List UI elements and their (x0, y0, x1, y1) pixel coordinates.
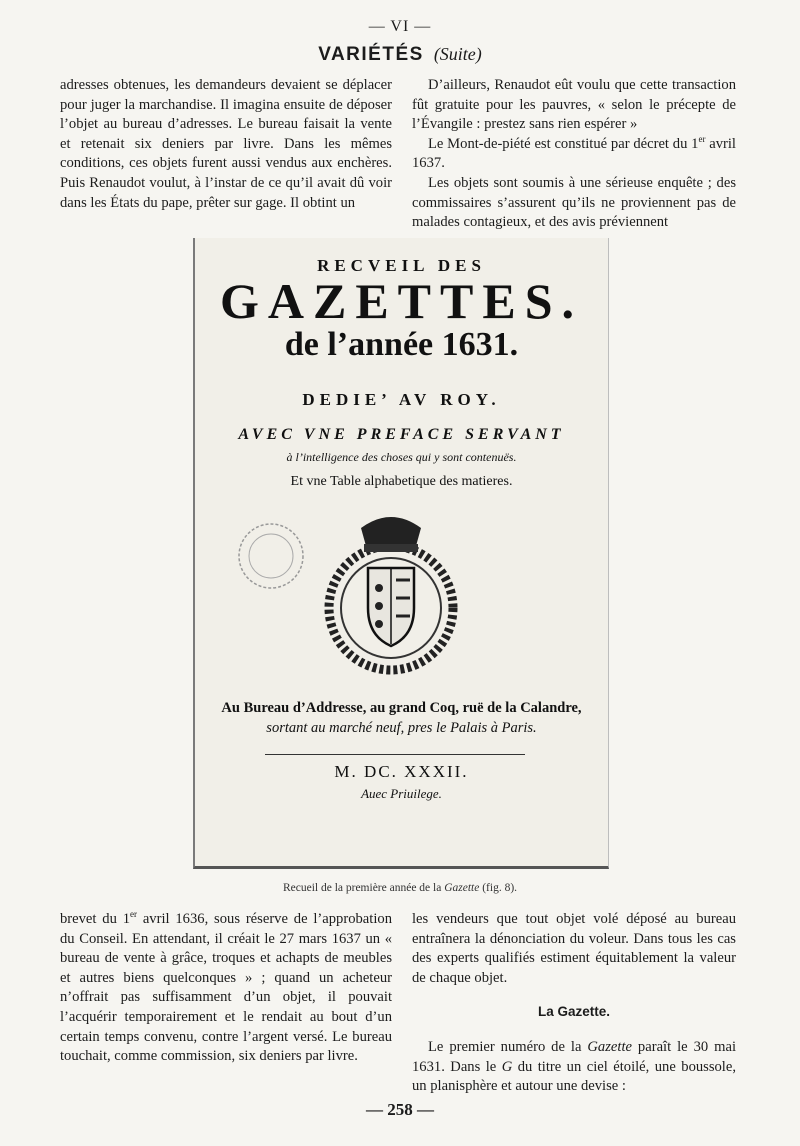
figure-line-avec: AVEC VNE PREFACE SERVANT (238, 426, 565, 443)
library-stamp-icon (235, 520, 307, 592)
figure-line-annee: de l’année 1631. (284, 326, 519, 363)
subsection-heading: La Gazette. (537, 1004, 611, 1020)
caption-italic: Gazette (444, 882, 480, 894)
section-title-text: VARIÉTÉS (318, 44, 424, 65)
superscript: er (698, 133, 706, 144)
page-number: — 258 — (366, 1100, 434, 1119)
figure-line-intelligence: à l’intelligence des choses qui y sont contenuës. (286, 450, 517, 464)
text-run: avril 1636, sous réserve de l’approbation du Conseil. En attendant, il créait le 27 mars 1637 un « bureau de vente à grâce, troques et achapts de meubles et autres biens quelconques » ; quand un acheteur n’offrait pas suffisamment d’un objet, il pouvait l’acquérir temporairement et le rendait au bout d’un certain temps convenu, contre l’argent versé. Le bureau touchait, comme commission, six deniers par livre. (60, 911, 392, 1065)
figure-line-table: Et vne Table alphabetique des matieres. (290, 474, 513, 489)
figure-line-date: M. DC. XXXII. (334, 762, 469, 781)
italic-run: Gazette (587, 1038, 632, 1055)
figure-line-gazettes: GAZETTES. (219, 273, 584, 329)
text-run: Le premier numéro de la (428, 1038, 588, 1055)
section-title-suffix: (Suite) (433, 44, 482, 64)
italic-run: G (501, 1058, 513, 1075)
text-run: Le Mont-de-piété est constitué par décret du 1 (428, 135, 699, 152)
paragraph: Les objets sont soumis à une sérieuse enquête ; des commissaires s’assurent qu’ils ne proviennent pas de malades contagieux, et des avis préviennent (412, 174, 736, 231)
paragraph: D’ailleurs, Renaudot eût voulu que cette transaction fût gratuite pour les pauvres, « selon le précepte de l’Évangile : prestez sans rien espérer » (412, 77, 736, 133)
superscript: er (130, 909, 137, 920)
paragraph: adresses obtenues, les demandeurs devaient se déplacer pour juger la marchandise. Il imagina ensuite de déposer l’objet au bureau d’adresses. Le bureau faisait la vente et retenait six deniers par livre. Dans les mêmes conditions, ces objets furent aussi vendus aux enchères. Puis Renaudot voulut, à l’instar de ce qu’il avait dû voir dans les États du pape, prêter sur gage. Il obtint un (60, 77, 392, 211)
text-run: brevet du 1 (60, 911, 130, 927)
text-run: du titre un ciel étoilé, une boussole, un planisphère et autour une devise : (412, 1058, 736, 1095)
caption-text: Recueil de la première année de la (282, 882, 445, 894)
figure-line-recueil: RECVEIL DES (317, 256, 486, 275)
paragraph (412, 1038, 736, 1097)
figure-line-bureau: Au Bureau d’Addresse, au grand Coq, ruë de la Calandre, (221, 700, 582, 716)
column-bottom-left (60, 910, 392, 1067)
figure-title-page (193, 238, 609, 869)
text-run: avril 1637. (412, 135, 736, 172)
figure-line-sortant: sortant au marché neuf, pres le Palais à Paris. (266, 720, 537, 736)
caption-text: (fig. 8). (479, 882, 518, 894)
figure-caption (0, 882, 800, 894)
paragraph (412, 135, 736, 174)
column-bottom-right (412, 910, 736, 1097)
column-top-left (60, 76, 392, 213)
paragraph (60, 910, 392, 1067)
running-header-marker: — VI — (368, 18, 432, 35)
figure-reproduction (195, 238, 608, 866)
text-run: paraît le 30 mai 1631. Dans le (412, 1038, 736, 1075)
royal-coat-of-arms-icon (306, 508, 476, 678)
section-title (0, 44, 800, 66)
column-top-right (412, 76, 736, 233)
figure-line-dedie: DEDIE’ AV ROY. (302, 390, 501, 409)
figure-rule (265, 754, 525, 755)
paragraph: les vendeurs que tout objet volé déposé au bureau entraînera la dénonciation du voleur. Dans tous les cas des experts qualifiés estiment équitablement la valeur de chaque objet. (412, 911, 736, 986)
figure-line-privilege: Auec Priuilege. (361, 786, 442, 801)
